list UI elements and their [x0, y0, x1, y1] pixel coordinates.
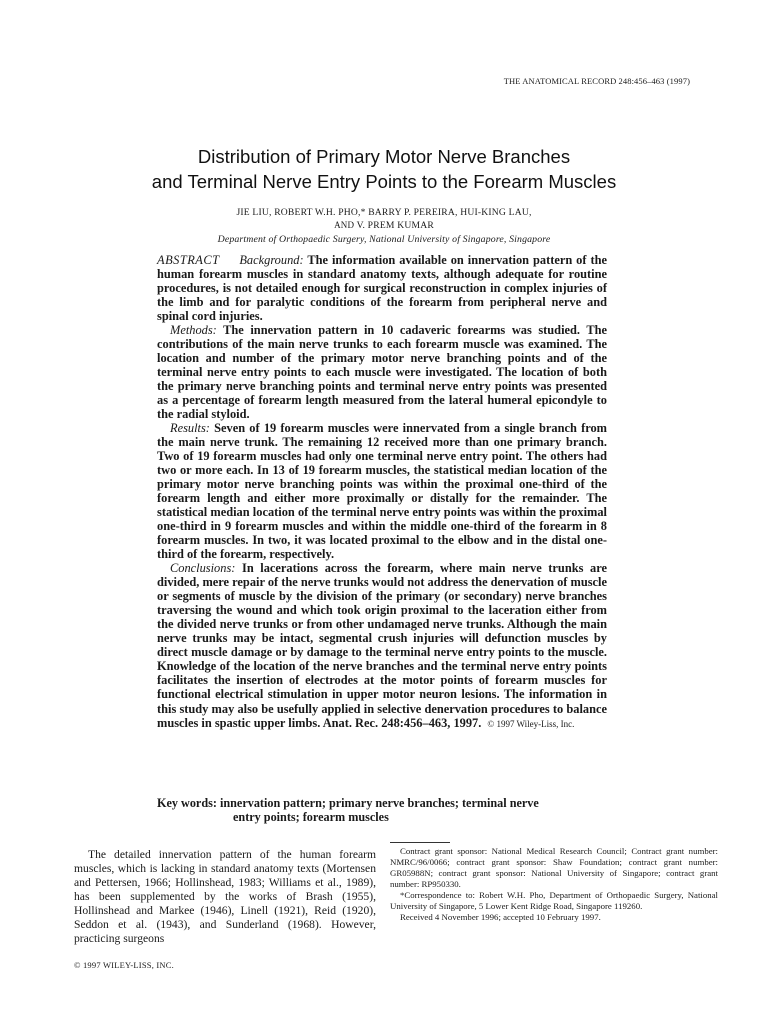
authors-line-2	[0, 219, 768, 232]
keywords-label: Key words:	[157, 796, 217, 810]
keywords	[157, 796, 607, 824]
article-title	[0, 144, 768, 194]
abstract	[157, 253, 607, 731]
footnote-correspondence: *Correspondence to: Robert W.H. Pho, Department of Orthopaedic Surgery, National University of Singapore, 5 Lower Kent Ridge Road, Singapore 119260.	[390, 890, 718, 911]
footnote-rule	[390, 842, 450, 843]
body-text: The detailed innervation pattern of the human forearm muscles, which is lacking in standard anatomy texts (Mortensen and Pettersen, 1966; Hollinshead, 1983; Williams et al., 1989), has been supplemented by the works of Brash (1955), Hollinshead and Markee (1946), Linell (1921), Reid (1920), Seddon et al. (1943), and Sunderland (1968). However, practicing surgeons	[74, 848, 376, 945]
footnote-grant: Contract grant sponsor: National Medical Research Council; Contract grant number: NMRC/96/0066; contract grant sponsor: Shaw Foundation; contract grant number: GR05988N; contract grant sponsor: National University of Singapore; contract grant number: RP950330.	[390, 846, 718, 889]
running-head: THE ANATOMICAL RECORD 248:456–463 (1997)	[503, 76, 690, 86]
abstract-label: ABSTRACT	[157, 253, 220, 267]
footnote-received: Received 4 November 1996; accepted 10 February 1997.	[400, 912, 601, 922]
conclusions-text: In lacerations across the forearm, where main nerve trunks are divided, mere repair of the nerve trunks would not address the denervation of muscle or segments of muscle by the division of the primary (or secondary) nerve branches traversing the wound and which took origin proximal to the laceration either from the divided nerve trunks or from other undamaged nerve trunks. Although the main nerve trunks may be intact, segmental crush injuries will defunction muscles by direct muscle damage or by damage to the terminal nerve entry points to the muscle. Knowledge of the location of the nerve branches and the terminal nerve entry points facilitates the insertion of electrodes at the motor points of forearm muscles for functional electrical stimulation in upper motor neuron lesions. The information in this study may also be usefully applied in selective denervation procedures to balance muscles in spastic upper limbs. Anat. Rec. 248:456–463, 1997.	[157, 561, 607, 730]
affiliation: Department of Orthopaedic Surgery, National University of Singapore, Singapore	[217, 234, 551, 245]
footnotes	[390, 846, 718, 923]
methods-label: Methods:	[170, 323, 217, 338]
abstract-methods	[157, 323, 607, 421]
author-list	[0, 207, 768, 232]
conclusions-label: Conclusions:	[170, 561, 236, 576]
title-line-1: Distribution of Primary Motor Nerve Branches	[197, 146, 571, 167]
methods-text: The innervation pattern in 10 cadaveric forearms was studied. The contributions of the main nerve trunks to each forearm muscle was examined. The location and number of the primary motor nerve branching points and of the terminal nerve entry points to each muscle were investigated. The location of both the primary nerve branching points and terminal nerve entry points was presented as a percentage of forearm length measured from the lateral humeral epicondyle to the radial styloid.	[157, 323, 607, 422]
abstract-background	[157, 253, 607, 323]
authors-and: AND	[334, 220, 355, 230]
results-label: Results:	[170, 421, 210, 436]
abstract-conclusions	[157, 561, 607, 730]
abstract-copyright: © 1997 Wiley-Liss, Inc.	[487, 718, 575, 729]
keywords-line-1: innervation pattern; primary nerve branches; terminal nerve	[216, 796, 539, 810]
authors-last: V. PREM KUMAR	[354, 220, 434, 231]
page-copyright: © 1997 WILEY-LISS, INC.	[74, 960, 174, 970]
keywords-line-2: entry points; forearm muscles	[233, 810, 389, 824]
title-line-2: and Terminal Nerve Entry Points to the Forearm Muscles	[151, 171, 617, 192]
background-label: Background:	[239, 253, 304, 267]
results-text: Seven of 19 forearm muscles were innervated from a single branch from the main nerve trunk. The remaining 12 received more than one primary branch. Two of 19 forearm muscles had only one terminal nerve entry point. The others had two or more each. In 13 of 19 forearm muscles, the statistical median location of the primary motor nerve branching points was within the proximal one-third of the forearm length and either more proximally or distally for the remainder. The statistical median location of the terminal nerve entry points was within the proximal one-third in 9 forearm muscles and within the middle one-third of the forearm in 8 forearm muscles. In two, it was located proximal to the elbow and in the distal one-third of the forearm, respectively.	[157, 421, 607, 562]
authors-line-1: JIE LIU, ROBERT W.H. PHO,* BARRY P. PEREIRA, HUI-KING LAU,	[236, 207, 532, 218]
background-text: The information available on innervation pattern of the human forearm muscles in standard anatomy texts, although adequate for routine procedures, is not detailed enough for surgical reconstruction in complex injuries of the limb and for paralytic conditions of the forearm from peripheral nerve and spinal cord injuries.	[157, 253, 607, 324]
abstract-results	[157, 421, 607, 561]
